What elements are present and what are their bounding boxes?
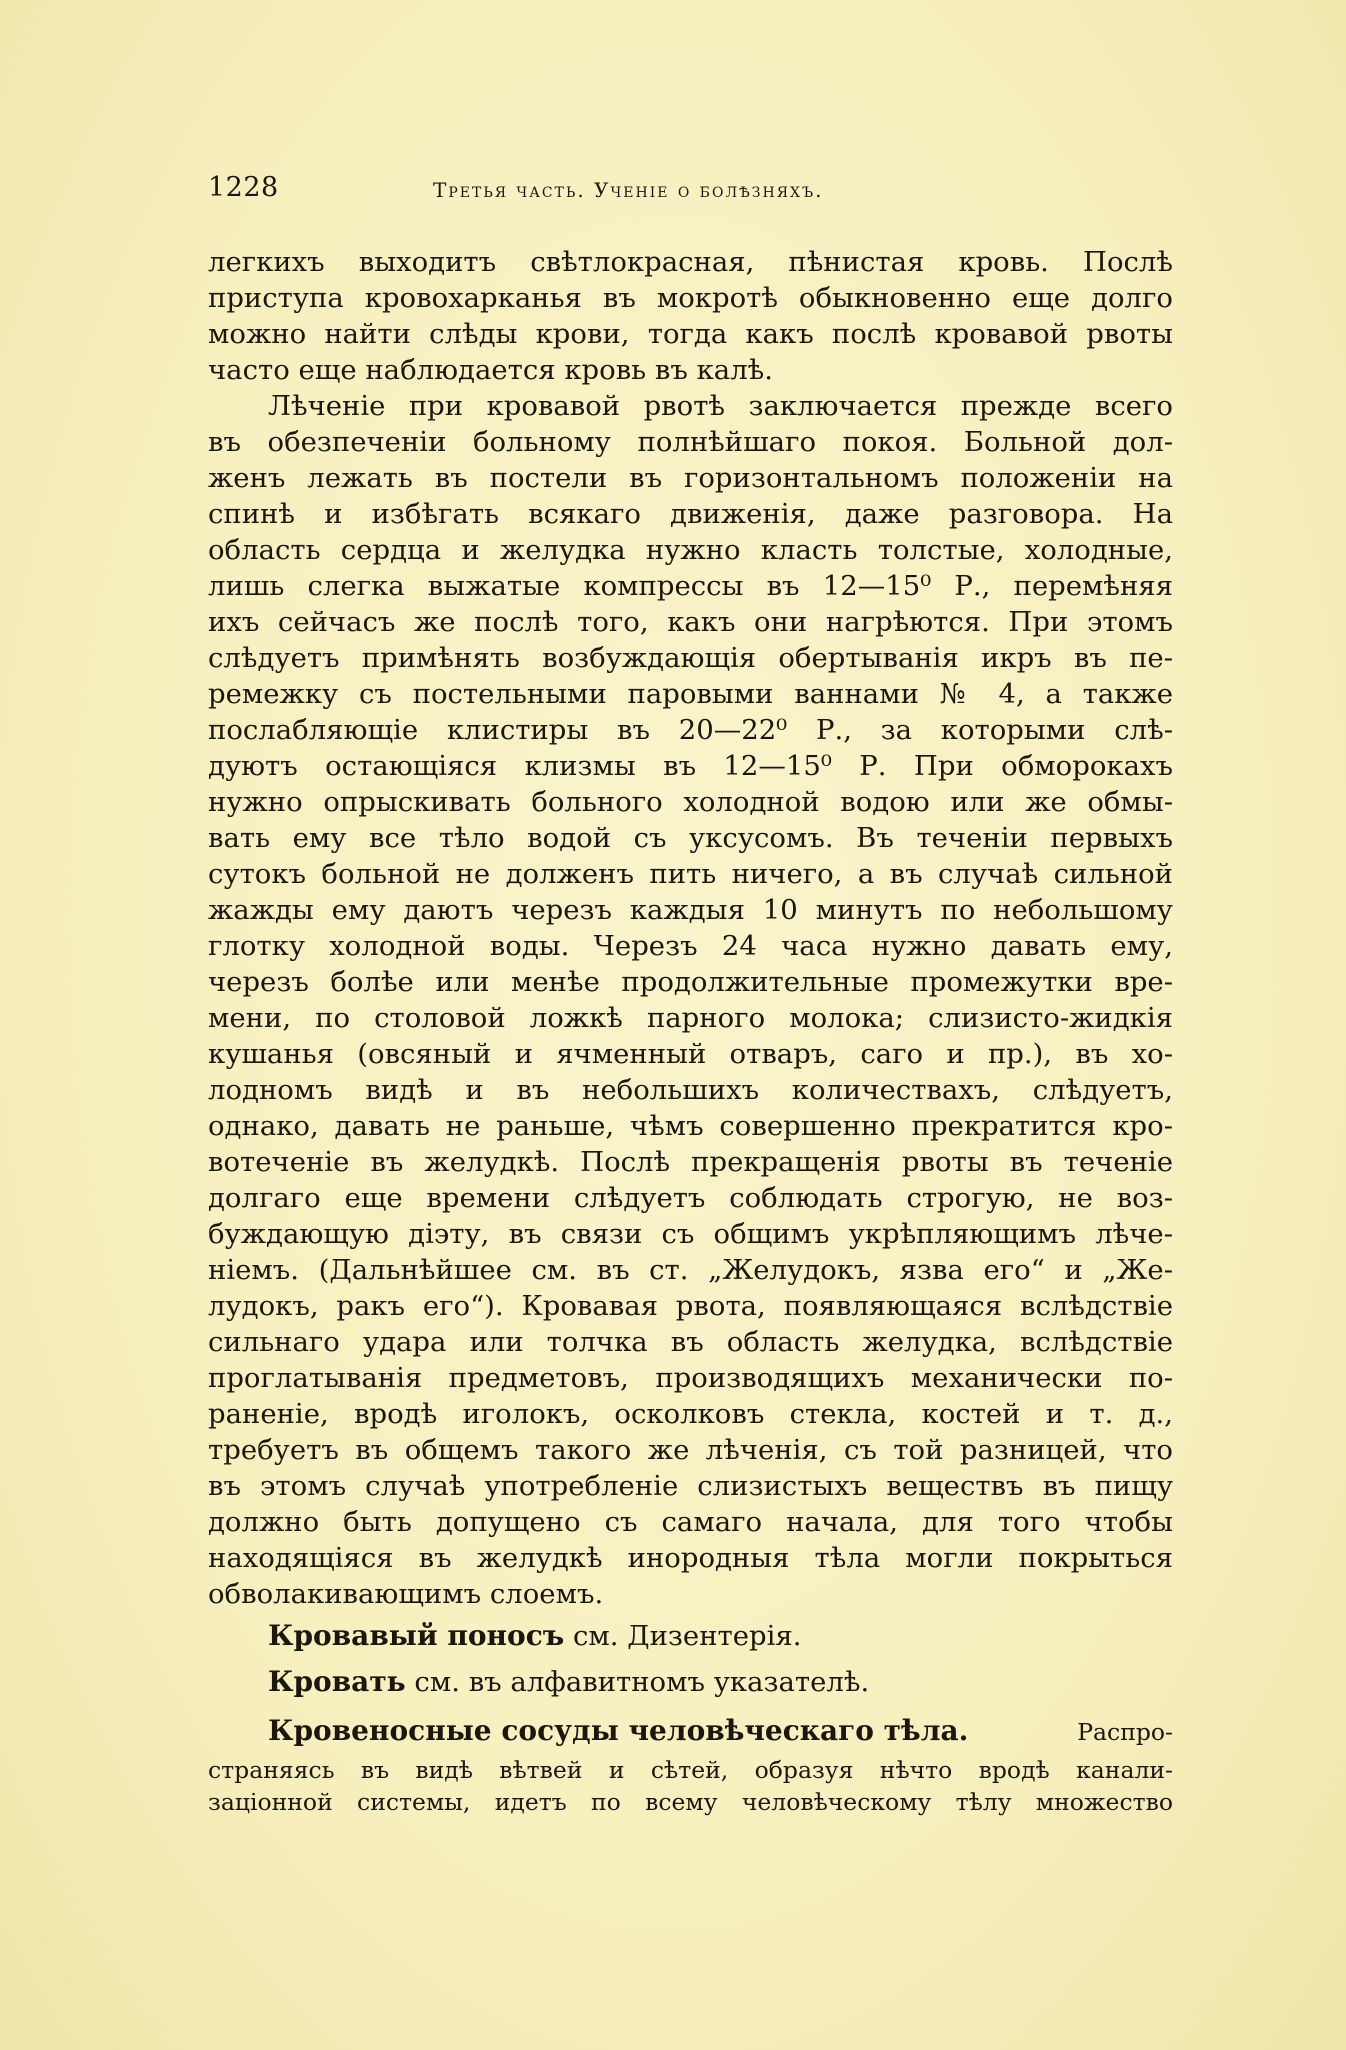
text-line: послабляющіе клистиры въ 20—22⁰ Р., за которыми слѣ-	[208, 714, 1173, 746]
text-line: буждающую діэту, въ связи съ общимъ укрѣпляющимъ лѣче-	[208, 1218, 1173, 1250]
text-line: вотеченіе въ желудкѣ. Послѣ прекращенія рвоты въ теченіе	[208, 1146, 1173, 1178]
text-line: лудокъ, ракъ его“). Кровавая рвота, появляющаяся вслѣдствіе	[208, 1290, 1173, 1322]
text-line: слѣдуетъ примѣнять возбуждающія обертыванія икръ въ пе-	[208, 642, 1173, 674]
text-line: лишь слегка выжатые компрессы въ 12—15⁰ Р., перемѣняя	[208, 570, 1173, 602]
text-line: требуетъ въ общемъ такого же лѣченія, съ той разницей, что	[208, 1434, 1173, 1466]
text-line: часто еще наблюдается кровь въ калѣ.	[208, 354, 773, 386]
text-line: въ этомъ случаѣ употребленіе слизистыхъ веществъ въ пищу	[208, 1470, 1173, 1502]
text-line: Лѣченіе при кровавой рвотѣ заключается прежде всего	[268, 390, 1173, 422]
text-line: глотку холодной воды. Черезъ 24 часа нужно давать ему,	[208, 930, 1173, 962]
text-line: спинѣ и избѣгать всякаго движенія, даже разговора. На	[208, 498, 1173, 530]
dictionary-entry	[208, 1614, 1173, 1658]
text-line: раненіе, вродѣ иголокъ, осколковъ стекла, костей и т. д.,	[208, 1398, 1173, 1430]
text-line: ихъ сейчасъ же послѣ того, какъ они нагрѣются. При этомъ	[208, 606, 1173, 638]
text-line: можно найти слѣды крови, тогда какъ послѣ кровавой рвоты	[208, 318, 1173, 350]
text-line: легкихъ выходитъ свѣтлокрасная, пѣнистая кровь. Послѣ	[208, 246, 1173, 278]
entry-term: Кровеносные сосуды человѣческаго тѣла.	[268, 1714, 969, 1747]
dictionary-entry	[208, 1660, 1173, 1704]
text-line: проглатыванія предметовъ, производящихъ механически по-	[208, 1362, 1173, 1394]
text-line: сильнаго удара или толчка въ область желудка, вслѣдствіе	[208, 1326, 1173, 1358]
running-head: Третья часть. Ученіе о болѣзняхъ.	[433, 178, 824, 202]
text-line: ніемъ. (Дальнѣйшее см. въ ст. „Желудокъ, язва его“ и „Же-	[208, 1254, 1173, 1286]
text-line: однако, давать не раньше, чѣмъ совершенно прекратится кро-	[208, 1110, 1173, 1142]
text-line: вать ему все тѣло водой съ уксусомъ. Въ теченіи первыхъ	[208, 822, 1173, 854]
entry-term: Кровавый поносъ	[268, 1619, 565, 1652]
text-line: черезъ болѣе или менѣе продолжительные промежутки вре-	[208, 966, 1173, 998]
text-line: заціонной системы, идетъ по всему человѣческому тѣлу множество	[208, 1788, 1173, 1816]
text-line: страняясь въ видѣ вѣтвей и сѣтей, образуя нѣчто вродѣ канали-	[208, 1756, 1173, 1784]
text-line: обволакивающимъ слоемъ.	[208, 1578, 604, 1610]
text-line: женъ лежать въ постели въ горизонтальномъ положеніи на	[208, 462, 1173, 494]
text-line: жажды ему даютъ черезъ каждыя 10 минутъ по небольшому	[208, 894, 1173, 926]
text-line: должно быть допущено съ самаго начала, для того чтобы	[208, 1506, 1173, 1538]
entry-term: Кровать	[268, 1665, 406, 1698]
text-line: область сердца и желудка нужно класть толстые, холодные,	[208, 534, 1173, 566]
text-line: ремежку съ постельными паровыми ваннами № 4, а также	[208, 678, 1173, 710]
body-text	[208, 244, 1173, 1818]
entry-text: Распро-	[1077, 1718, 1173, 1746]
text-line: кушанья (овсяный и ячменный отваръ, саго и пр.), въ хо-	[208, 1038, 1173, 1070]
text-line: мени, по столовой ложкѣ парного молока; слизисто-жидкія	[208, 1002, 1173, 1034]
text-line: находящіяся въ желудкѣ инородныя тѣла могли покрыться	[208, 1542, 1173, 1574]
entry-text: см. Дизентерія.	[564, 1620, 802, 1652]
text-line: приступа кровохарканья въ мокротѣ обыкновенно еще долго	[208, 282, 1173, 314]
text-line: дуютъ остающіяся клизмы въ 12—15⁰ Р. При обморокахъ	[208, 750, 1173, 782]
text-line: нужно опрыскивать больного холодной водою или же обмы-	[208, 786, 1173, 818]
text-line: сутокъ больной не долженъ пить ничего, а въ случаѣ сильной	[208, 858, 1173, 890]
text-line: лодномъ видѣ и въ небольшихъ количествахъ, слѣдуетъ,	[208, 1074, 1173, 1106]
dictionary-entry	[208, 1708, 1173, 1754]
page-number: 1228	[208, 172, 279, 203]
entry-text: см. въ алфавитномъ указателѣ.	[405, 1666, 870, 1698]
text-line: долгаго еще времени слѣдуетъ соблюдать строгую, не воз-	[208, 1182, 1173, 1214]
text-line: въ обезпеченіи больному полнѣйшаго покоя. Больной дол-	[208, 426, 1173, 458]
page-header	[208, 172, 1168, 212]
